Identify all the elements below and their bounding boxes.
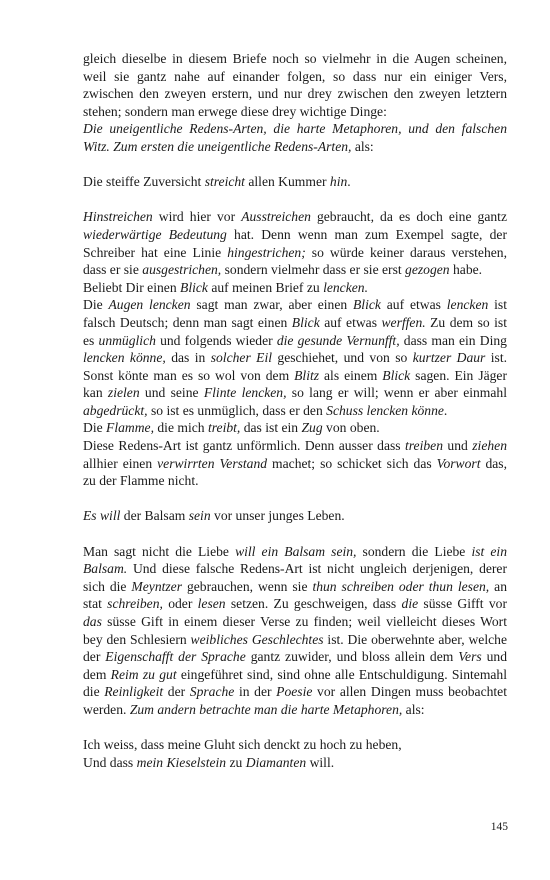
text-run: als: — [402, 701, 425, 717]
italic-text-run: abgedrückt, — [83, 402, 148, 418]
italic-text-run: streicht — [204, 174, 245, 190]
italic-text-run: Vers — [458, 649, 482, 665]
text-run: dass man ein Ding — [399, 332, 507, 348]
text-run: setzen. Zu geschweigen, dass — [225, 596, 402, 612]
text-run: allhier einen — [83, 455, 158, 471]
page-body — [83, 50, 507, 771]
italic-text-run: die gesunde Vernunfft, — [276, 332, 400, 348]
text-run: vor allen Dingen muss beobachtet werden. — [83, 684, 507, 717]
text-run: so ist es unmüglich, dass er den — [147, 402, 327, 418]
paragraph — [83, 507, 507, 525]
italic-text-run: Ausstreichen — [241, 209, 311, 225]
text-run: Die steiffe Zuversicht — [83, 174, 205, 190]
text-run: süsse Gifft vor — [418, 596, 507, 612]
text-run: Und dass — [83, 754, 137, 770]
italic-text-run: Flamme, — [106, 420, 154, 436]
text-run: Diese Redens-Art ist gantz unförmlich. Denn ausser dass — [83, 438, 405, 454]
text-run: Und diese falsche Redens-Art ist nicht ungleich derjenigen, derer sich die — [83, 561, 507, 594]
text-run: ist. Die oberwehnte aber, welche der — [83, 631, 507, 665]
text-run: Man sagt nicht die Liebe — [83, 543, 236, 559]
text-run: gebrauchen, wenn sie — [182, 578, 313, 594]
italic-text-run: Blick — [353, 297, 381, 313]
paragraph — [83, 120, 507, 155]
paragraph — [83, 173, 507, 191]
text-run: der — [163, 684, 190, 700]
italic-text-run: Poesie — [276, 684, 313, 700]
text-run: allen Kummer — [244, 174, 330, 190]
italic-text-run: Blick — [382, 367, 411, 383]
italic-text-run: thun schreiben oder thun lesen, — [312, 578, 490, 594]
text-run: gleich dieselbe in diesem Briefe noch so vielmehr in die Augen scheinen, weil sie gantz nahe auf einander folgen, so dass nur ein einiger Vers, zwischen den zweyen erstern, und nur drey zwischen den zweyen letztern stehen; sondern man erwege diese drey wichtige Dinge: — [83, 51, 507, 119]
text-run: Ich weiss, dass meine Gluht sich denckt zu hoch zu heben, — [83, 737, 402, 753]
text-run: machet; so schicket sich das — [267, 455, 437, 471]
paragraph — [83, 437, 507, 490]
text-run: als: — [351, 138, 374, 154]
text-run: als einem — [319, 367, 383, 383]
text-run: und seine — [139, 385, 204, 401]
italic-text-run: Blitz — [294, 367, 320, 383]
text-run: die mich — [153, 420, 208, 436]
italic-text-run: Diamanten — [245, 754, 307, 770]
italic-text-run: Reim zu gut — [110, 666, 177, 682]
text-run: Beliebt Dir einen — [83, 279, 181, 295]
text-run: in der — [234, 684, 277, 700]
italic-text-run: Blick — [180, 279, 208, 295]
italic-text-run: Hinstreichen — [83, 209, 153, 225]
text-run: will. — [306, 754, 335, 770]
text-run: auf etwas — [380, 297, 447, 313]
italic-text-run: kurtzer Daur — [412, 350, 486, 366]
italic-text-run: Reinligkeit — [104, 684, 164, 700]
text-run: geschiehet, und von so — [272, 350, 413, 366]
italic-text-run: lencken könne, — [83, 350, 166, 366]
italic-text-run: Meyntzer — [131, 578, 183, 594]
text-run: sagen. Ein Jäger kan — [83, 367, 507, 401]
text-run: süsse Gift in einem dieser Verse zu finden; weil vielleicht dieses Wort bey den Schlesiern — [83, 614, 507, 647]
italic-text-run: Flinte lencken, — [203, 385, 287, 401]
italic-text-run: lencken. — [323, 279, 368, 295]
italic-text-run: Es will — [83, 508, 121, 524]
text-run: das ist ein — [240, 420, 302, 436]
text-run: . — [443, 402, 448, 418]
italic-text-run: treiben — [405, 438, 443, 454]
text-run: ist falsch Deutsch; denn man sagt einen — [83, 297, 507, 330]
italic-text-run: will ein Balsam sein, — [235, 543, 357, 559]
text-run: hat. Denn wenn man zum Exempel sagte, der Schreiber hat eine Linie — [83, 226, 507, 260]
italic-text-run: hingestrichen; — [227, 244, 306, 260]
italic-text-run: hin — [329, 174, 348, 190]
italic-text-run: wiederwärtige Bedeutung — [83, 226, 227, 242]
text-run: das in — [165, 350, 211, 366]
text-run: ist. Sonst könte man es so wol von dem — [83, 350, 507, 383]
text-run: Die — [83, 297, 109, 313]
italic-text-run: Vorwort — [436, 455, 481, 471]
text-run: auf meinen Brief zu — [207, 279, 324, 295]
italic-text-run: treibt, — [207, 420, 241, 436]
text-run: sondern die Liebe — [356, 543, 472, 559]
italic-text-run: Blick — [291, 314, 320, 330]
italic-text-run: Eigenschafft der Sprache — [105, 649, 246, 665]
paragraph — [83, 50, 507, 120]
paragraph — [83, 208, 507, 278]
text-run: wird hier vor — [152, 209, 242, 225]
page-number: 145 — [490, 821, 508, 833]
paragraph — [83, 419, 507, 437]
text-run: Zu dem so ist es — [83, 314, 507, 348]
italic-text-run: ist ein Balsam. — [83, 543, 508, 577]
italic-text-run: Sprache — [189, 684, 235, 700]
text-run: der Balsam — [120, 508, 189, 524]
text-run: sondern vielmehr dass er sie erst — [221, 262, 406, 278]
text-run: oder — [162, 596, 198, 612]
text-run: so lang er will; wenn er aber einmahl — [286, 385, 507, 401]
paragraph — [83, 736, 507, 754]
italic-text-run: Schuss lencken könne — [326, 402, 444, 418]
text-run: und dem — [83, 649, 507, 682]
italic-text-run: unmüglich — [98, 332, 156, 348]
italic-text-run: werffen. — [381, 314, 426, 330]
paragraph — [83, 543, 507, 719]
text-run: und — [443, 438, 473, 454]
italic-text-run: Die uneigentliche Redens-Arten, die harte Metaphoren, und den falschen Witz. Zum ersten die uneigentliche Redens-Arten, — [83, 121, 507, 154]
text-run: das, zu der Flamme nicht. — [83, 455, 507, 489]
italic-text-run: Zum andern betrachte man die harte Metaphoren, — [129, 701, 403, 717]
italic-text-run: sein — [188, 508, 211, 524]
text-run: und folgends wieder — [155, 332, 277, 348]
italic-text-run: ausgestrichen, — [142, 262, 222, 278]
text-run: gantz zuwider, und bloss allein dem — [245, 649, 459, 665]
text-run: sagt man zwar, aber einen — [190, 297, 353, 313]
text-run: so würde keiner daraus verstehen, dass er sie — [83, 244, 507, 278]
text-run: zu — [226, 754, 246, 770]
text-run: vor unser junges Leben. — [210, 508, 345, 524]
text-run: gebraucht, da es doch eine gantz — [310, 209, 507, 225]
italic-text-run: lencken — [446, 297, 489, 313]
italic-text-run: solcher Eil — [210, 350, 273, 366]
italic-text-run: weibliches Geschlechtes — [190, 631, 324, 647]
italic-text-run: Augen lencken — [108, 297, 191, 313]
paragraph — [83, 296, 507, 419]
italic-text-run: gezogen — [405, 262, 450, 278]
text-run: auf etwas — [319, 314, 382, 330]
italic-text-run: verwirrten Verstand — [157, 455, 268, 471]
text-run: habe. — [449, 262, 483, 278]
text-run: Die — [83, 420, 107, 436]
text-run: an stat — [83, 578, 507, 612]
text-run: eingeführet sind, sind ohne alle Entschuldigung. Sintemahl die — [83, 666, 507, 700]
text-run: von oben. — [322, 420, 380, 436]
paragraph — [83, 279, 507, 297]
italic-text-run: schreiben, — [107, 596, 163, 612]
text-run: . — [347, 174, 351, 190]
italic-text-run: Zug — [301, 420, 323, 436]
italic-text-run: das — [83, 614, 102, 629]
paragraph — [83, 754, 507, 772]
italic-text-run: lesen — [197, 596, 226, 612]
italic-text-run: ziehen — [472, 438, 507, 454]
italic-text-run: mein Kieselstein — [136, 754, 227, 770]
italic-text-run: die — [401, 596, 419, 612]
italic-text-run: zielen — [107, 385, 140, 401]
